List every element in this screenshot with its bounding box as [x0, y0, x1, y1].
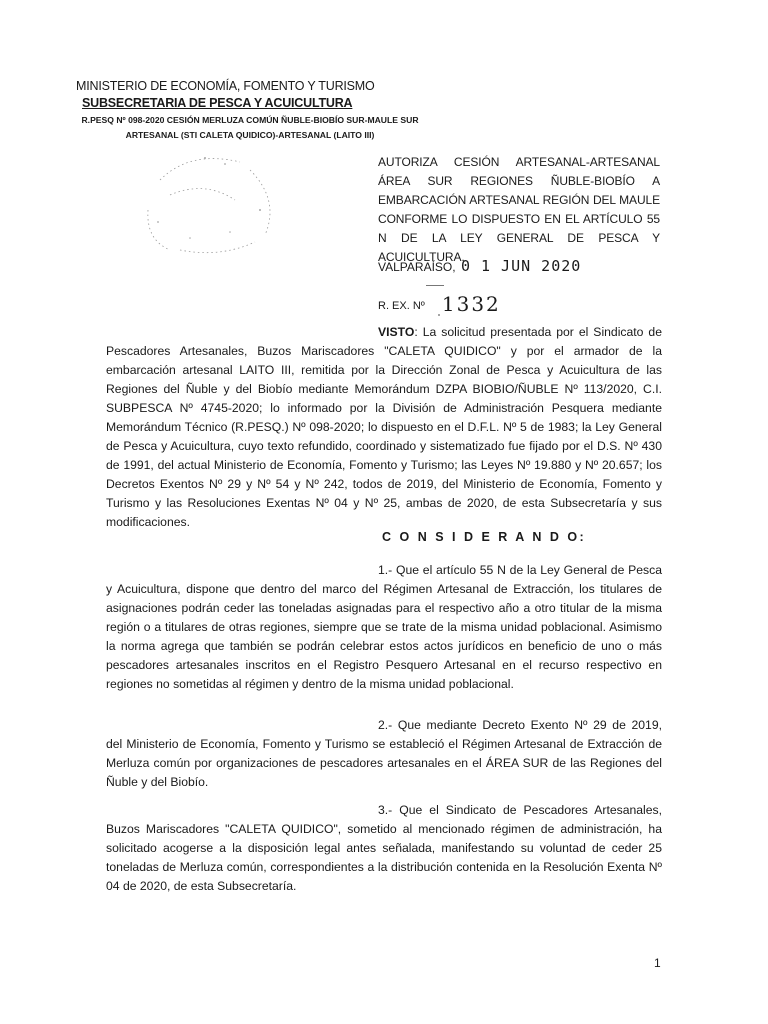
visto-lead: VISTO	[378, 325, 415, 339]
official-seal-stamp	[130, 150, 280, 255]
reference-line-1: R.PESQ Nº 098-2020 CESIÓN MERLUZA COMÚN ÑUBLE-BIOBÍO SUR-MAULE SUR	[81, 115, 419, 125]
visto-text: : La solicitud presentada por el Sindicato de Pescadores Artesanales, Buzos Mariscadores "CALETA QUIDICO" y por el armador de la embarcación artesanal LAITO III, remitida por la Dirección Zonal de Pesca y Acuicultura de las Regiones del Ñuble y del Biobío mediante Memorándum DZPA BIOBIO/ÑUBLE Nº 113/2020, C.I. SUBPESCA Nº 4745-2020; lo informado por la División de Administración Pesquera mediante Memorándum Técnico (R.PESQ.) Nº 098-2020; lo dispuesto en el D.F.L. Nº 5 de 1983; la Ley General de Pesca y Acuicultura, cuyo texto refundido, coordinado y sistematizado fue fijado por el D.S. Nº 430 de 1991, del actual Ministerio de Economía, Fomento y Turismo; las Leyes Nº 19.880 y Nº 20.657; los Decretos Exentos Nº 29 y Nº 54 y Nº 242, todos de 2019, del Ministerio de Economía, Fomento y Turismo y las Resoluciones Exentas Nº 04 y Nº 25, ambas de 2020, de esta Subsecretaría y sus modificaciones.	[106, 325, 662, 529]
reference-line-2: ARTESANAL (STI CALETA QUIDICO)-ARTESANAL (LAITO III)	[125, 130, 375, 140]
date-stamp: 0 1 JUN 2020	[460, 257, 582, 275]
paragraph-text: 2.- Que mediante Decreto Exento Nº 29 de 2019, del Ministerio de Economía, Fomento y Turismo se estableció el Régimen Artesanal de Extracción de Merluza común por organizaciones de pescadores artesanales en el ÁREA SUR de las Regiones del Ñuble y del Biobío.	[106, 718, 662, 789]
visto-paragraph	[106, 323, 662, 532]
reference-block	[60, 113, 440, 143]
ink-dot	[438, 314, 440, 316]
paragraph-text: 1.- Que el artículo 55 N de la Ley General de Pesca y Acuicultura, dispone que dentro del marco del Régimen Artesanal de Extracción, los titulares de asignaciones podrán ceder las toneladas asignadas para el respectivo año a otro titular de la misma región o a titulares de otras regiones, siempre que se trate de la misma unidad poblacional. Asimismo la norma agrega que también se podrán celebrar estos actos jurídicos en beneficio de uno o más pescadores artesanales inscritos en el Registro Pesquero Artesanal en el recurso respectivo en regiones no sometidas al régimen y dentro de la misma unidad poblacional.	[106, 563, 662, 691]
paragraph-text: 3.- Que el Sindicato de Pescadores Artesanales, Buzos Mariscadores "CALETA QUIDICO", sometido al mencionado régimen de administración, ha solicitado acogerse a la disposición legal antes señalada, manifestando su voluntad de ceder 25 toneladas de Merluza común, correspondientes a la distribución contenida en la Resolución Exenta Nº 04 de 2020, de esta Subsecretaría.	[106, 803, 662, 893]
res-ex-number: 1332	[441, 292, 501, 316]
page-number: 1	[654, 956, 661, 970]
ministry-name: MINISTERIO DE ECONOMÍA, FOMENTO Y TURISMO	[76, 79, 375, 93]
resolution-summary: AUTORIZA CESIÓN ARTESANAL-ARTESANAL ÁREA SUR REGIONES ÑUBLE-BIOBÍO A EMBARCACIÓN ARTESANAL REGIÓN DEL MAULE CONFORME LO DISPUESTO EN EL ARTÍCULO 55 N DE LA LEY GENERAL DE PESCA Y ACUICULTURA.	[378, 155, 660, 264]
resolution-number-block	[378, 290, 501, 314]
res-ex-label: R. EX. Nº	[378, 300, 425, 312]
divider-mark	[426, 285, 444, 286]
place-label: VALPARAÍSO,	[378, 260, 456, 274]
place-and-date	[378, 257, 581, 275]
considerando-paragraph-3	[106, 801, 662, 896]
considerando-heading: C O N S I D E R A N D O:	[382, 530, 587, 544]
subsecretaria-name: SUBSECRETARIA DE PESCA Y ACUICULTURA	[82, 96, 353, 110]
considerando-paragraph-2	[106, 716, 662, 792]
considerando-paragraph-1	[106, 561, 662, 694]
